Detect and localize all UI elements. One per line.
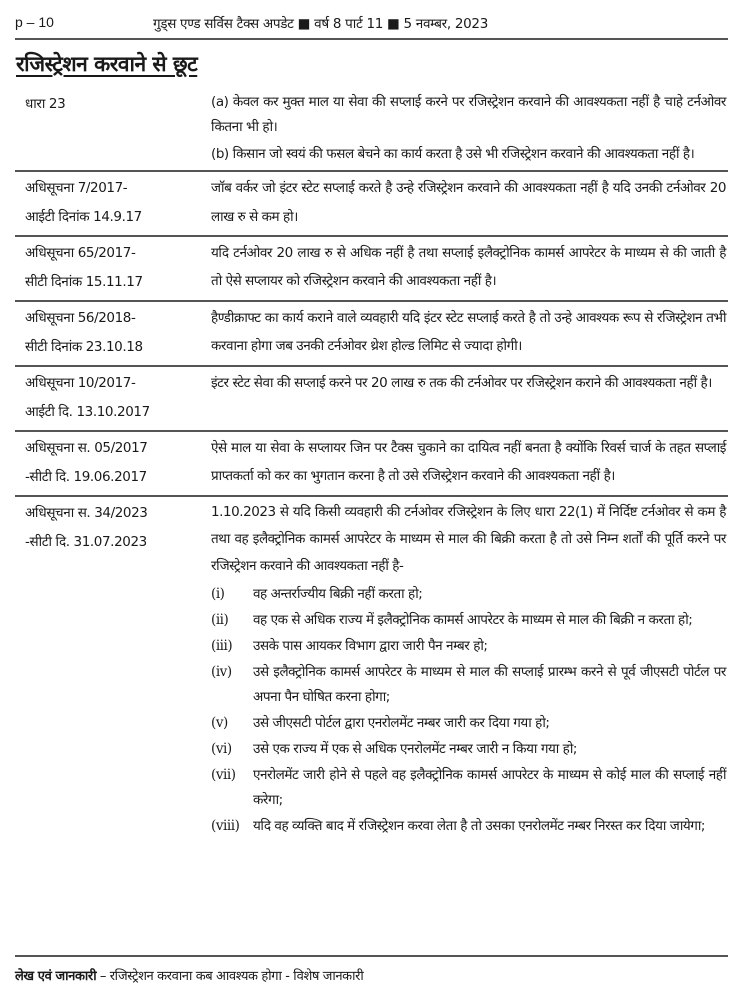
condition-text: उसके पास आयकर विभाग द्वारा जारी पैन नम्बर हो; xyxy=(253,638,488,654)
reference-line: अधिसूचना 56/2018- xyxy=(25,310,136,326)
section-title: रजिस्ट्रेशन करवाने से छूट xyxy=(16,52,198,76)
footer-separator: – xyxy=(96,969,110,984)
paragraph: जॉब वर्कर जो इंटर स्टेट सप्लाई करते है उन्हे रजिस्ट्रेशन करवाने की आवश्यकता नहीं है यदि उनकी टर्नओवर 20 लाख रु से कम हो। xyxy=(211,180,726,225)
row-description xyxy=(211,174,728,232)
paragraph: ऐसे माल या सेवा के सप्लायर जिन पर टैक्स चुकाने का दायित्व नहीं बनता है क्योंकि रिवर्स चार्ज के तहत सप्लाई प्राप्तकर्ता को कर का भुगतान करना है तो उसे रजिस्ट्रेशन करवाने की आवश्यकता नहीं है। xyxy=(211,440,726,484)
row-description xyxy=(211,239,728,297)
condition-item xyxy=(211,763,726,813)
page-header xyxy=(15,14,728,40)
table-row xyxy=(15,237,728,302)
condition-number: (iv) xyxy=(211,664,232,680)
condition-item xyxy=(211,608,726,633)
reference-line: आईटी दि. 13.10.2017 xyxy=(25,404,150,420)
table-row xyxy=(15,432,728,497)
row-reference xyxy=(15,239,211,297)
condition-number: (iii) xyxy=(211,638,233,654)
condition-number: (viii) xyxy=(211,818,240,834)
condition-number: (ii) xyxy=(211,612,229,628)
table-row xyxy=(15,497,728,842)
row-description xyxy=(211,369,728,427)
reference-line: अधिसूचना 65/2017- xyxy=(25,245,136,261)
condition-text: वह अन्तर्राज्यीय बिक्री नहीं करता हो; xyxy=(253,586,423,602)
page-number: p – 10 xyxy=(15,14,54,30)
condition-text: उसे जीएसटी पोर्टल द्वारा एनरोलमेंट नम्बर जारी कर दिया गया हो; xyxy=(253,715,550,731)
table-row xyxy=(15,302,728,367)
row-reference xyxy=(15,304,211,362)
table-row xyxy=(15,88,728,172)
reference-line: आईटी दिनांक 14.9.17 xyxy=(25,209,142,225)
condition-item xyxy=(211,711,726,736)
paragraph: 1.10.2023 से यदि किसी व्यवहारी की टर्नओवर रजिस्ट्रेशन के लिए धारा 22(1) में निर्दिष्ट टर्नओवर से कम है तथा वह इलैक्ट्रोनिक कामर्स आपरेटर के माध्यम से माल की बिक्री करता है तो उसे निम्न शर्तों की पूर्ति करने पर रजिस्ट्रेशन करवाने की आवश्यकता नहीं है- xyxy=(211,504,726,574)
condition-number: (vi) xyxy=(211,741,232,757)
paragraph: (a) केवल कर मुक्त माल या सेवा की सप्लाई करने पर रजिस्ट्रेशन करवाने की आवश्यकता नहीं है चाहे टर्नओवर कितना भी हो। xyxy=(211,94,726,135)
reference-line: अधिसूचना स. 05/2017 xyxy=(25,440,148,456)
condition-text: उसे एक राज्य में एक से अधिक एनरोलमेंट नम्बर जारी न किया गया हो; xyxy=(253,741,577,757)
paragraph: हैण्डीक्राफ्ट का कार्य कराने वाले व्यवहारी यदि इंटर स्टेट सप्लाई करते है तो उन्हे आवश्यक रूप से रजिस्ट्रेशन तभी करवाना होगा जब उनकी टर्नओवर थ्रेश होल्ड लिमिट से ज्यादा होगी। xyxy=(211,310,726,354)
footer-text: रजिस्ट्रेशन करवाना कब आवश्यक होगा - विशेष जानकारी xyxy=(109,969,364,984)
condition-number: (v) xyxy=(211,715,228,731)
reference-line: धारा 23 xyxy=(25,96,66,112)
conditions-list xyxy=(211,582,726,839)
paragraph: इंटर स्टेट सेवा की सप्लाई करने पर 20 लाख रु तक की टर्नओवर पर रजिस्ट्रेशन कराने की आवश्यकता नहीं है। xyxy=(211,375,712,391)
row-description xyxy=(211,499,728,839)
reference-line: अधिसूचना 10/2017- xyxy=(25,375,136,391)
condition-item xyxy=(211,737,726,762)
reference-line: अधिसूचना स. 34/2023 xyxy=(25,505,148,521)
reference-line: -सीटी दि. 19.06.2017 xyxy=(25,469,147,485)
reference-line: -सीटी दि. 31.07.2023 xyxy=(25,534,147,550)
paragraph: (b) किसान जो स्वयं की फसल बेचने का कार्य करता है उसे भी रजिस्ट्रेशन करवाने की आवश्यकता नहीं है। xyxy=(211,146,695,162)
row-reference xyxy=(15,90,211,167)
condition-item xyxy=(211,814,726,839)
row-description xyxy=(211,90,728,167)
row-description xyxy=(211,434,728,492)
condition-text: यदि वह व्यक्ति बाद में रजिस्ट्रेशन करवा लेता है तो उसका एनरोलमेंट नम्बर निरस्त कर दिया जायेगा; xyxy=(253,818,705,834)
condition-item xyxy=(211,660,726,710)
condition-item xyxy=(211,582,726,607)
page-footer xyxy=(15,955,728,984)
condition-number: (vii) xyxy=(211,767,236,783)
running-title: गुड्स एण्ड सर्विस टैक्स अपडेट ■ वर्ष 8 पार्ट 11 ■ 5 नवम्बर, 2023 xyxy=(153,16,489,32)
exemption-table xyxy=(15,88,728,842)
table-row xyxy=(15,172,728,237)
row-reference xyxy=(15,499,211,839)
condition-number: (i) xyxy=(211,586,225,602)
condition-text: वह एक से अधिक राज्य में इलैक्ट्रोनिक कामर्स आपरेटर के माध्यम से माल की बिक्री न करता हो; xyxy=(253,612,693,628)
row-reference xyxy=(15,434,211,492)
paragraph: यदि टर्नओवर 20 लाख रु से अधिक नहीं है तथा सप्लाई इलैक्ट्रोनिक कामर्स आपरेटर के माध्यम से की जाती है तो ऐसे सप्लायर को रजिस्ट्रेशन करवाने की आवश्यकता नहीं है। xyxy=(211,245,726,289)
condition-text: एनरोलमेंट जारी होने से पहले वह इलैक्ट्रोनिक कामर्स आपरेटर के माध्यम से कोई माल की सप्लाई नहीं करेगा; xyxy=(253,767,726,808)
condition-text: उसे इलैक्ट्रोनिक कामर्स आपरेटर के माध्यम से माल की सप्लाई प्रारम्भ करने से पूर्व जीएसटी पोर्टल पर अपना पैन घोषित करना होगा; xyxy=(253,664,726,705)
reference-line: अधिसूचना 7/2017- xyxy=(25,180,128,196)
footer-label: लेख एवं जानकारी xyxy=(15,969,97,984)
reference-line: सीटी दिनांक 15.11.17 xyxy=(25,274,143,290)
reference-line: सीटी दिनांक 23.10.18 xyxy=(25,339,143,355)
table-row xyxy=(15,367,728,432)
row-reference xyxy=(15,369,211,427)
condition-item xyxy=(211,634,726,659)
row-description xyxy=(211,304,728,362)
row-reference xyxy=(15,174,211,232)
